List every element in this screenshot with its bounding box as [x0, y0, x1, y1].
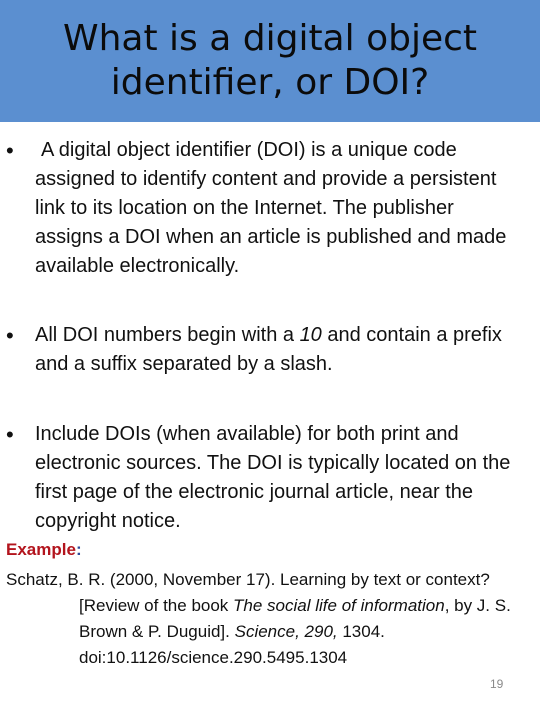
citation-journal: Science, 290, [234, 622, 338, 641]
bullet-item-doi-format [6, 321, 526, 379]
bullet-text-emphasis: 10 [299, 324, 322, 346]
bullet-icon: • [6, 323, 14, 348]
example-citation [6, 567, 531, 671]
bullet-icon: • [6, 138, 14, 163]
title-banner [0, 0, 540, 122]
citation-doi: 1304. doi:10.1126/science.290.5495.1304 [79, 622, 385, 667]
example-label [6, 540, 82, 560]
citation-book-title: The social life of information [233, 596, 445, 615]
citation-continuation [79, 593, 531, 671]
bullet-item-doi-definition [6, 136, 526, 281]
slide-title: What is a digital object identifier, or DOI? [63, 18, 477, 103]
bullet-text: A digital object identifier (DOI) is a unique code assigned to identify content and provide a persistent link to its location on the Internet. The publisher assigns a DOI when an article is published and made available electronically. [35, 139, 507, 277]
citation-authors: , by J. S. Brown & P. Duguid]. [79, 596, 511, 641]
bullet-text-start: All DOI numbers begin with a [35, 324, 300, 346]
example-label-colon: : [75, 540, 82, 559]
bullet-text: Include DOIs (when available) for both print and electronic sources. The DOI is typically located on the first page of the electronic journal article, near the copyright notice. [35, 423, 511, 532]
bullet-text-end: and contain a prefix and a suffix separated by a slash. [35, 324, 502, 375]
citation-review-of: [Review of the book [79, 596, 234, 615]
bullet-icon: • [6, 422, 14, 447]
bullet-item-include-dois [6, 420, 526, 536]
page-number: 19 [490, 677, 504, 691]
example-label-text: Example [6, 540, 76, 559]
citation-first-line: Schatz, B. R. (2000, November 17). Learning by text or context? [6, 570, 490, 589]
bullet-text [35, 321, 526, 379]
